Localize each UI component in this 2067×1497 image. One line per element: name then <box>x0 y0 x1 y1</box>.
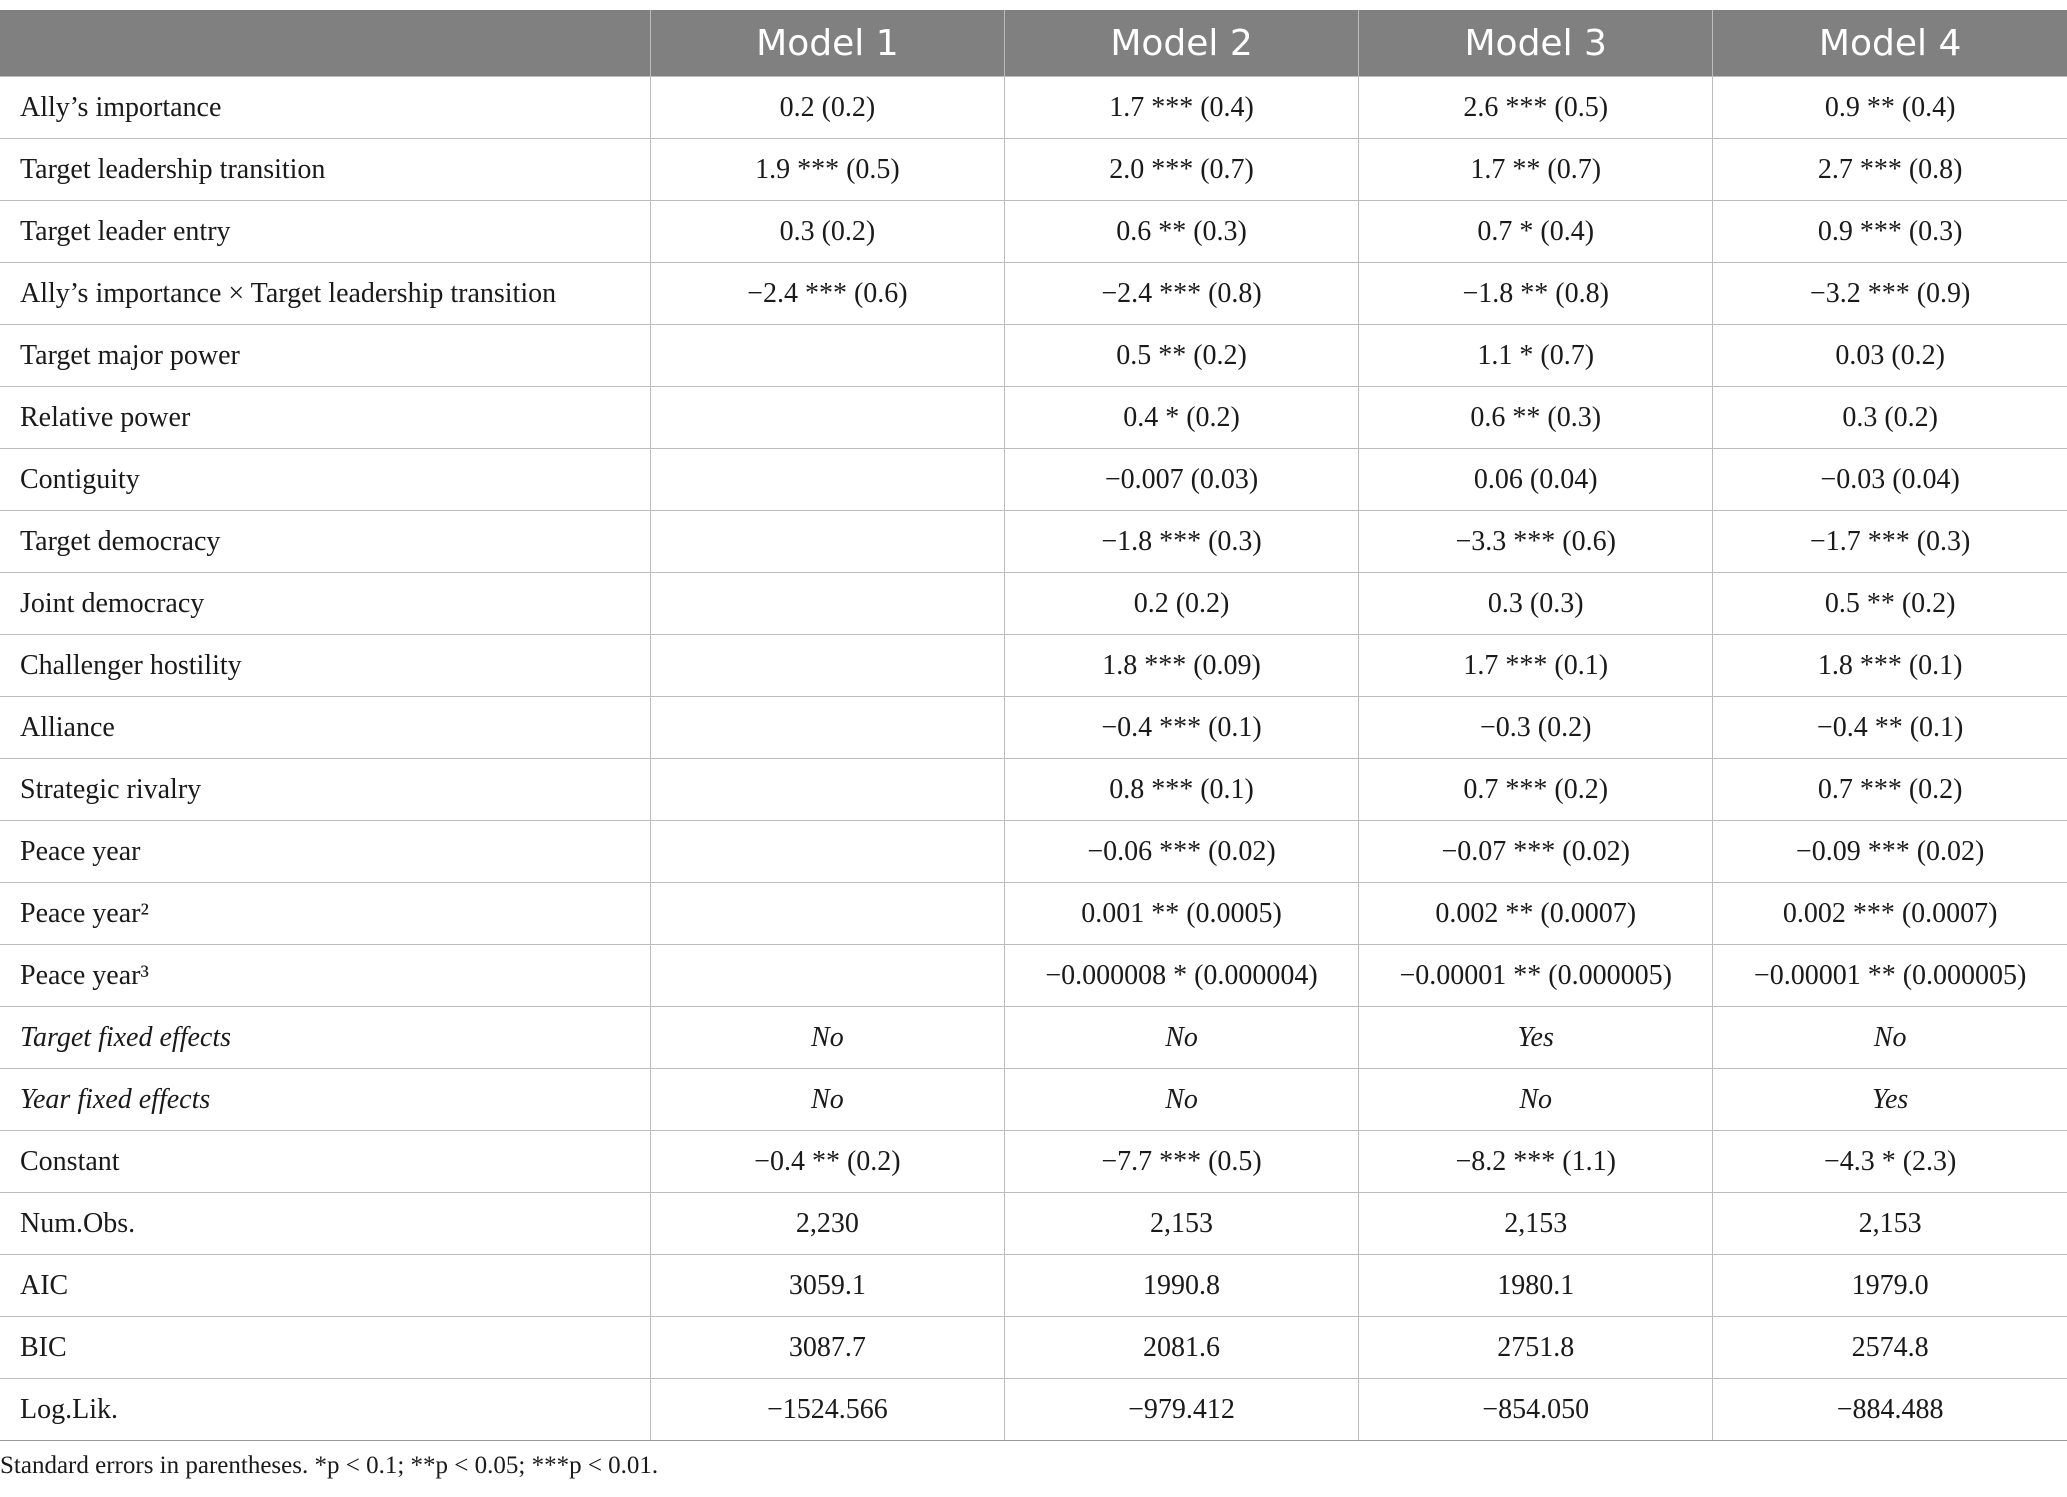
model-1-cell: No <box>650 1069 1004 1131</box>
table-row <box>0 449 2067 511</box>
row-label: BIC <box>0 1317 650 1379</box>
model-1-cell <box>650 821 1004 883</box>
model-3-cell: −0.07 *** (0.02) <box>1359 821 1713 883</box>
model-4-cell: 0.03 (0.2) <box>1713 325 2067 387</box>
model-3-cell: 0.002 ** (0.0007) <box>1359 883 1713 945</box>
table-body <box>0 77 2067 1441</box>
row-label: Challenger hostility <box>0 635 650 697</box>
model-1-cell <box>650 945 1004 1007</box>
model-1-cell <box>650 697 1004 759</box>
table-row <box>0 1131 2067 1193</box>
table-row <box>0 1317 2067 1379</box>
row-label: Peace year² <box>0 883 650 945</box>
row-label: Constant <box>0 1131 650 1193</box>
model-2-cell: −0.4 *** (0.1) <box>1004 697 1358 759</box>
model-1-cell <box>650 635 1004 697</box>
model-4-cell: No <box>1713 1007 2067 1069</box>
model-3-cell: 0.7 * (0.4) <box>1359 201 1713 263</box>
model-1-cell <box>650 387 1004 449</box>
model-4-cell: −4.3 * (2.3) <box>1713 1131 2067 1193</box>
model-1-cell: 0.3 (0.2) <box>650 201 1004 263</box>
model-3-cell: −3.3 *** (0.6) <box>1359 511 1713 573</box>
model-3-cell: −854.050 <box>1359 1379 1713 1441</box>
model-2-cell: 2081.6 <box>1004 1317 1358 1379</box>
model-1-cell: −2.4 *** (0.6) <box>650 263 1004 325</box>
row-label: Target leader entry <box>0 201 650 263</box>
model-1-cell <box>650 883 1004 945</box>
model-2-cell: −0.06 *** (0.02) <box>1004 821 1358 883</box>
row-label: Relative power <box>0 387 650 449</box>
model-2-cell: 1.7 *** (0.4) <box>1004 77 1358 139</box>
model-1-cell: 3087.7 <box>650 1317 1004 1379</box>
model-3-cell: Yes <box>1359 1007 1713 1069</box>
model-4-cell: 0.3 (0.2) <box>1713 387 2067 449</box>
table-row <box>0 697 2067 759</box>
table-row <box>0 1193 2067 1255</box>
row-label: Ally’s importance <box>0 77 650 139</box>
model-4-cell: −0.4 ** (0.1) <box>1713 697 2067 759</box>
row-label: Contiguity <box>0 449 650 511</box>
model-2-cell: 1.8 *** (0.09) <box>1004 635 1358 697</box>
model-2-cell: 0.5 ** (0.2) <box>1004 325 1358 387</box>
model-2-cell: No <box>1004 1007 1358 1069</box>
model-3-cell: 1980.1 <box>1359 1255 1713 1317</box>
table-header <box>0 10 2067 77</box>
model-1-cell <box>650 449 1004 511</box>
model-3-cell: 2.6 *** (0.5) <box>1359 77 1713 139</box>
model-4-cell: 0.002 *** (0.0007) <box>1713 883 2067 945</box>
model-4-cell: Yes <box>1713 1069 2067 1131</box>
table-row <box>0 325 2067 387</box>
model-3-cell: 1.7 ** (0.7) <box>1359 139 1713 201</box>
table-row <box>0 1379 2067 1441</box>
table-row <box>0 201 2067 263</box>
model-3-cell: −8.2 *** (1.1) <box>1359 1131 1713 1193</box>
table-row <box>0 635 2067 697</box>
row-label: Target leadership transition <box>0 139 650 201</box>
model-2-cell: 0.8 *** (0.1) <box>1004 759 1358 821</box>
regression-table <box>0 10 2067 1441</box>
model-4-cell: 2.7 *** (0.8) <box>1713 139 2067 201</box>
model-2-cell: −0.000008 * (0.000004) <box>1004 945 1358 1007</box>
header-corner-cell <box>0 10 650 77</box>
model-4-cell: −884.488 <box>1713 1379 2067 1441</box>
model-1-cell: −0.4 ** (0.2) <box>650 1131 1004 1193</box>
model-2-cell: 2,153 <box>1004 1193 1358 1255</box>
model-2-cell: −2.4 *** (0.8) <box>1004 263 1358 325</box>
model-1-cell: 1.9 *** (0.5) <box>650 139 1004 201</box>
table-row <box>0 1007 2067 1069</box>
model-1-cell: 0.2 (0.2) <box>650 77 1004 139</box>
model-2-cell: 0.2 (0.2) <box>1004 573 1358 635</box>
table-row <box>0 945 2067 1007</box>
model-1-cell: No <box>650 1007 1004 1069</box>
model-4-cell: −0.03 (0.04) <box>1713 449 2067 511</box>
model-1-cell: −1524.566 <box>650 1379 1004 1441</box>
row-label: Year fixed effects <box>0 1069 650 1131</box>
table-row <box>0 759 2067 821</box>
model-4-cell: −3.2 *** (0.9) <box>1713 263 2067 325</box>
row-label: Joint democracy <box>0 573 650 635</box>
model-4-cell: 2,153 <box>1713 1193 2067 1255</box>
model-2-cell: −979.412 <box>1004 1379 1358 1441</box>
table-row <box>0 1255 2067 1317</box>
table-row <box>0 1069 2067 1131</box>
model-4-cell: 0.9 *** (0.3) <box>1713 201 2067 263</box>
row-label: Peace year <box>0 821 650 883</box>
row-label: Log.Lik. <box>0 1379 650 1441</box>
table-row <box>0 263 2067 325</box>
model-4-cell: 1.8 *** (0.1) <box>1713 635 2067 697</box>
model-1-cell <box>650 573 1004 635</box>
table-row <box>0 77 2067 139</box>
model-4-cell: −0.09 *** (0.02) <box>1713 821 2067 883</box>
model-3-cell: −0.3 (0.2) <box>1359 697 1713 759</box>
model-4-cell: 0.7 *** (0.2) <box>1713 759 2067 821</box>
header-model-4: Model 4 <box>1713 10 2067 77</box>
model-1-cell <box>650 325 1004 387</box>
model-3-cell: 2,153 <box>1359 1193 1713 1255</box>
model-3-cell: 0.06 (0.04) <box>1359 449 1713 511</box>
model-1-cell <box>650 511 1004 573</box>
row-label: Target fixed effects <box>0 1007 650 1069</box>
row-label: Ally’s importance × Target leadership transition <box>0 263 650 325</box>
model-2-cell: 2.0 *** (0.7) <box>1004 139 1358 201</box>
table-row <box>0 573 2067 635</box>
model-4-cell: −0.00001 ** (0.000005) <box>1713 945 2067 1007</box>
table-row <box>0 139 2067 201</box>
row-label: Num.Obs. <box>0 1193 650 1255</box>
model-4-cell: 0.9 ** (0.4) <box>1713 77 2067 139</box>
model-2-cell: 0.6 ** (0.3) <box>1004 201 1358 263</box>
table-row <box>0 511 2067 573</box>
model-4-cell: 0.5 ** (0.2) <box>1713 573 2067 635</box>
table-row <box>0 821 2067 883</box>
model-2-cell: No <box>1004 1069 1358 1131</box>
model-2-cell: 1990.8 <box>1004 1255 1358 1317</box>
model-2-cell: −0.007 (0.03) <box>1004 449 1358 511</box>
header-model-1: Model 1 <box>650 10 1004 77</box>
model-3-cell: 0.3 (0.3) <box>1359 573 1713 635</box>
row-label: AIC <box>0 1255 650 1317</box>
row-label: Strategic rivalry <box>0 759 650 821</box>
model-3-cell: 1.1 * (0.7) <box>1359 325 1713 387</box>
regression-table-container <box>0 10 2067 1441</box>
header-row <box>0 10 2067 77</box>
row-label: Target democracy <box>0 511 650 573</box>
model-4-cell: 2574.8 <box>1713 1317 2067 1379</box>
model-3-cell: No <box>1359 1069 1713 1131</box>
model-4-cell: −1.7 *** (0.3) <box>1713 511 2067 573</box>
model-2-cell: −1.8 *** (0.3) <box>1004 511 1358 573</box>
table-row <box>0 883 2067 945</box>
table-footnote: Standard errors in parentheses. *p < 0.1; **p < 0.05; ***p < 0.01. <box>0 1452 659 1479</box>
model-2-cell: −7.7 *** (0.5) <box>1004 1131 1358 1193</box>
model-3-cell: −0.00001 ** (0.000005) <box>1359 945 1713 1007</box>
table-row <box>0 387 2067 449</box>
header-model-2: Model 2 <box>1004 10 1358 77</box>
model-3-cell: 1.7 *** (0.1) <box>1359 635 1713 697</box>
model-3-cell: 2751.8 <box>1359 1317 1713 1379</box>
model-2-cell: 0.001 ** (0.0005) <box>1004 883 1358 945</box>
model-1-cell: 2,230 <box>650 1193 1004 1255</box>
model-3-cell: 0.6 ** (0.3) <box>1359 387 1713 449</box>
model-1-cell <box>650 759 1004 821</box>
row-label: Target major power <box>0 325 650 387</box>
header-model-3: Model 3 <box>1359 10 1713 77</box>
row-label: Alliance <box>0 697 650 759</box>
model-1-cell: 3059.1 <box>650 1255 1004 1317</box>
row-label: Peace year³ <box>0 945 650 1007</box>
model-2-cell: 0.4 * (0.2) <box>1004 387 1358 449</box>
model-3-cell: −1.8 ** (0.8) <box>1359 263 1713 325</box>
model-3-cell: 0.7 *** (0.2) <box>1359 759 1713 821</box>
model-4-cell: 1979.0 <box>1713 1255 2067 1317</box>
